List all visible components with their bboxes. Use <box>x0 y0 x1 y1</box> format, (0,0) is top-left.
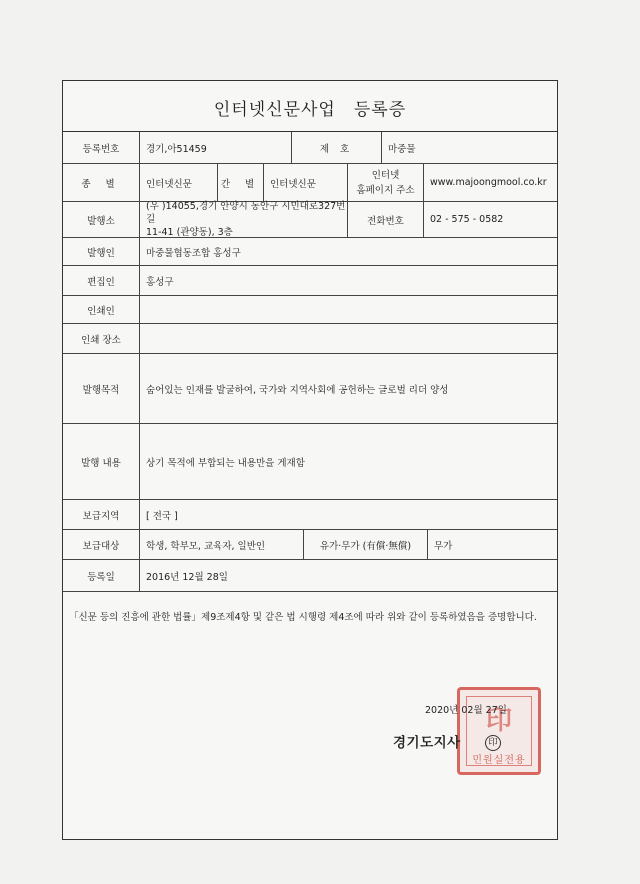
value-paid-free: 무가 <box>427 530 557 559</box>
value-printer <box>139 296 557 323</box>
label-purpose: 발행목적 <box>82 384 120 396</box>
row-print-place <box>63 324 557 354</box>
row-printer <box>63 296 557 324</box>
label-registration-date: 등록일 <box>87 571 115 583</box>
title-left: 인터넷신문사업 <box>213 100 336 120</box>
official-stamp <box>457 687 541 775</box>
value-registration-number: 경기,아51459 <box>139 132 291 163</box>
value-target: 학생, 학부모, 교육자, 일반인 <box>139 530 303 559</box>
value-period: 인터넷신문 <box>263 164 347 201</box>
label-region: 보급지역 <box>82 510 120 522</box>
row-content <box>63 424 557 500</box>
label-title-name: 제 호 <box>291 132 381 163</box>
label-paid-free: 유가·무가 (有償·無償) <box>303 530 427 559</box>
value-print-place <box>139 324 557 353</box>
row-purpose <box>63 354 557 424</box>
row-type <box>63 164 557 202</box>
label-publisher: 발행인 <box>87 247 115 259</box>
value-type: 인터넷신문 <box>139 164 217 201</box>
label-homepage <box>347 164 423 201</box>
label-homepage-line1: 인터넷 <box>371 169 400 181</box>
label-content: 발행 내용 <box>81 457 121 469</box>
value-registration-date: 2016년 12월 28일 <box>139 560 557 591</box>
address-line2: 11-41 (관양동), 3층 <box>146 227 233 238</box>
label-publisher-place: 발행소 <box>87 215 115 227</box>
label-registration-number: 등록번호 <box>82 143 120 155</box>
label-print-place: 인쇄 장소 <box>81 334 121 346</box>
stamp-glyph: 印 <box>485 706 512 736</box>
value-editor: 홍성구 <box>139 266 557 295</box>
label-printer: 인쇄인 <box>87 305 115 317</box>
label-type: 종 별 <box>81 178 121 190</box>
label-homepage-line2: 홈페이지 주소 <box>356 184 415 196</box>
row-editor <box>63 266 557 296</box>
value-region: [ 전국 ] <box>139 500 557 529</box>
value-publisher-address <box>139 202 347 237</box>
value-purpose: 숨어있는 인재를 발굴하여, 국가와 지역사회에 공헌하는 글로벌 리더 양성 <box>139 354 557 423</box>
issue-date: 2020년 02월 27일 <box>425 705 507 716</box>
title-right: 등록증 <box>353 100 407 120</box>
registration-table <box>63 131 557 592</box>
row-target <box>63 530 557 560</box>
issuer-name: 경기도지사 <box>393 735 461 751</box>
row-region <box>63 500 557 530</box>
address-line1: (우 )14055,경기 안양시 동안구 시민대로327번길 <box>146 201 346 225</box>
label-period: 간 별 <box>217 164 263 201</box>
value-title-name: 마중물 <box>381 132 557 163</box>
label-target: 보급대상 <box>82 540 120 552</box>
certificate-title <box>63 95 557 120</box>
value-content: 상기 목적에 부합되는 내용만을 게재함 <box>139 424 557 499</box>
row-registration-date <box>63 560 557 592</box>
value-phone: 02 - 575 - 0582 <box>423 202 557 237</box>
row-publisher <box>63 238 557 266</box>
certificate-frame <box>62 80 558 840</box>
label-editor: 편집인 <box>87 276 115 288</box>
certification-notice: 「신문 등의 진흥에 관한 법률」제9조제4항 및 같은 법 시행령 제4조에 따라 위와 같이 등록하였음을 증명합니다. <box>69 612 537 623</box>
value-homepage: www.majoongmool.co.kr <box>423 164 557 201</box>
row-publisher-place <box>63 202 557 238</box>
row-registration-number <box>63 132 557 164</box>
label-phone: 전화번호 <box>347 202 423 237</box>
stamp-text: 민원실전용 <box>472 755 526 766</box>
value-publisher: 마중물협동조합 홍성구 <box>139 238 557 265</box>
seal-mark: 印 <box>485 735 501 751</box>
